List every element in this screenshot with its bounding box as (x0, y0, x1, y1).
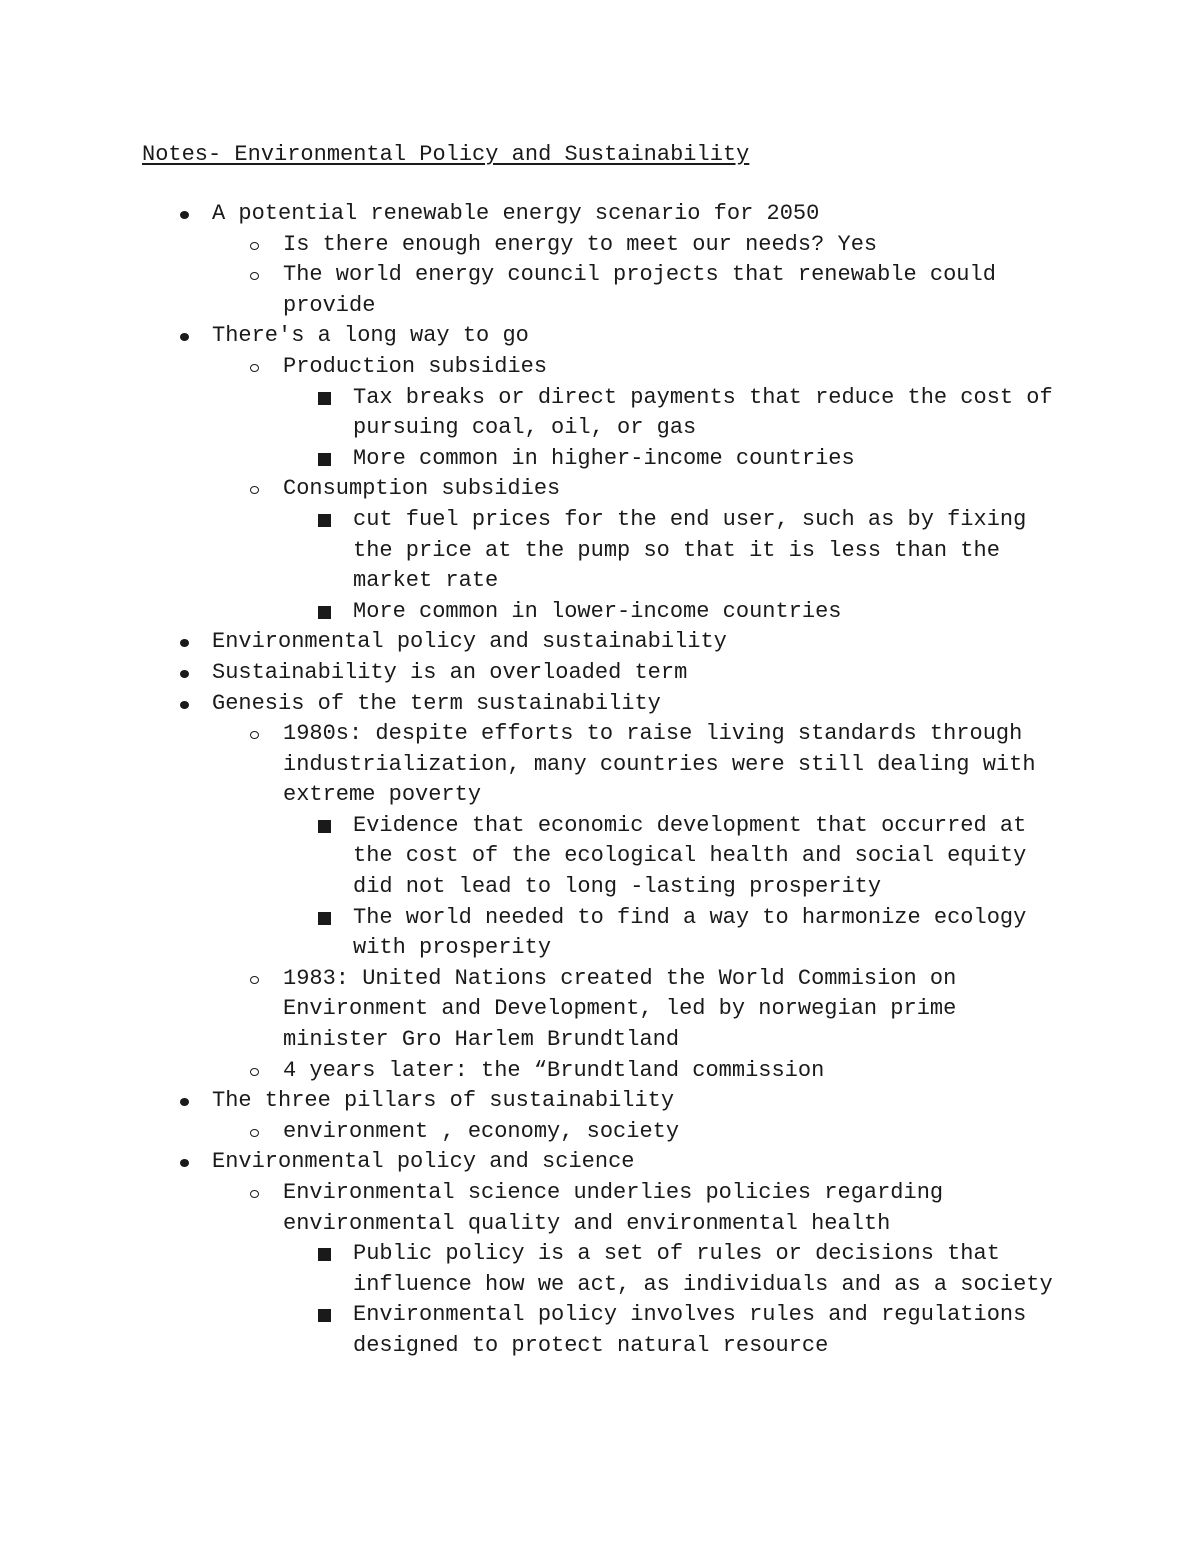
list-item-level-1 (0, 658, 1112, 689)
list-item-level-2 (0, 230, 1063, 261)
list-item-level-2 (0, 1117, 1063, 1148)
list-item-text: Production subsidies (283, 353, 548, 379)
list-item-level-1 (0, 1147, 1112, 1178)
filled-circle-bullet-icon (180, 1098, 189, 1106)
list-item-level-2 (0, 260, 1063, 321)
list-item-text: The world energy council projects that renewable could provide (283, 262, 1010, 318)
list-item-level-2 (0, 964, 1063, 1056)
list-item-level-3 (0, 383, 1073, 444)
list-item-text: Is there enough energy to meet our needs? Yes (283, 231, 878, 257)
list-item-text: 1980s: despite efforts to raise living standards through industrialization, many countries were still dealing with extreme poverty (283, 721, 1049, 808)
filled-square-bullet-icon (318, 1309, 331, 1322)
filled-circle-bullet-icon (180, 670, 189, 678)
filled-square-bullet-icon (318, 392, 331, 405)
list-item-level-2 (0, 352, 1063, 383)
list-item-text: Tax breaks or direct payments that reduce the cost of pursuing coal, oil, or gas (353, 384, 1066, 441)
filled-square-bullet-icon (318, 606, 331, 619)
list-item-level-1 (0, 689, 1112, 720)
list-item-level-1 (0, 627, 1112, 658)
list-item-text: 4 years later: the “Brundtland commission (283, 1057, 825, 1083)
list-item-text: A potential renewable energy scenario for 2050 (212, 201, 820, 226)
list-item-level-1 (0, 199, 1112, 230)
hollow-circle-bullet-icon (250, 1190, 259, 1198)
list-item-level-3 (0, 903, 1073, 964)
filled-square-bullet-icon (318, 912, 331, 925)
list-item-text: Environmental policy and science (212, 1149, 635, 1175)
filled-circle-bullet-icon (180, 701, 189, 709)
list-item-text: Environmental science underlies policies regarding environmental quality and environmental health (283, 1180, 957, 1236)
hollow-circle-bullet-icon (250, 486, 259, 494)
list-item-text: The world needed to find a way to harmonize ecology with prosperity (353, 904, 1040, 961)
list-item-text: More common in higher-income countries (353, 445, 855, 471)
filled-circle-bullet-icon (180, 1159, 189, 1167)
list-item-text: Evidence that economic development that occurred at the cost of the ecological health and social equity did not lead to long -lasting prosperity (353, 812, 1040, 900)
filled-circle-bullet-icon (180, 639, 189, 647)
list-item-level-3 (0, 1300, 1073, 1361)
list-item-level-3 (0, 505, 1073, 597)
hollow-circle-bullet-icon (250, 1129, 259, 1137)
list-item-level-2 (0, 1178, 1063, 1239)
hollow-circle-bullet-icon (250, 976, 259, 984)
list-item-level-3 (0, 1239, 1073, 1300)
list-item-text: Public policy is a set of rules or decisions that influence how we act, as individuals and as a society (353, 1241, 1053, 1297)
list-item-level-2 (0, 1056, 1063, 1087)
page-title: Notes- Environmental Policy and Sustainability (142, 142, 750, 167)
filled-square-bullet-icon (318, 820, 331, 833)
list-item-text: Sustainability is an overloaded term (212, 659, 688, 685)
list-item-text: More common in lower-income countries (353, 598, 842, 624)
filled-circle-bullet-icon (180, 211, 189, 219)
filled-circle-bullet-icon (180, 333, 189, 341)
list-item-level-3 (0, 444, 1073, 475)
list-item-level-2 (0, 474, 1063, 505)
list-item-level-2 (0, 719, 1063, 811)
list-item-text: cut fuel prices for the end user, such as by fixing the price at the pump so that it is less than the market rate (353, 506, 1040, 594)
list-item-level-3 (0, 811, 1073, 903)
filled-square-bullet-icon (318, 1248, 331, 1261)
hollow-circle-bullet-icon (250, 242, 259, 250)
hollow-circle-bullet-icon (250, 364, 259, 372)
hollow-circle-bullet-icon (250, 731, 259, 739)
list-item-text: Genesis of the term sustainability (212, 690, 661, 716)
list-item-level-3 (0, 597, 1073, 628)
notes-list (0, 199, 1200, 1362)
filled-square-bullet-icon (318, 514, 331, 527)
list-item-level-1 (0, 1086, 1112, 1117)
list-item-text: There's a long way to go (212, 323, 529, 349)
filled-square-bullet-icon (318, 453, 331, 466)
hollow-circle-bullet-icon (250, 1068, 259, 1076)
list-item-text: 1983: United Nations created the World Commision on Environment and Development, led by norwegian prime minister Gro Harlem Brundtland (283, 965, 970, 1053)
list-item-text: The three pillars of sustainability (212, 1088, 675, 1114)
hollow-circle-bullet-icon (250, 272, 259, 280)
list-item-text: Environmental policy and sustainability (212, 629, 727, 655)
list-item-text: Environmental policy involves rules and regulations designed to protect natural resource (353, 1302, 1040, 1358)
list-item-text: environment , economy, society (283, 1118, 680, 1144)
list-item-text: Consumption subsidies (283, 476, 561, 502)
list-item-level-1 (0, 321, 1112, 352)
